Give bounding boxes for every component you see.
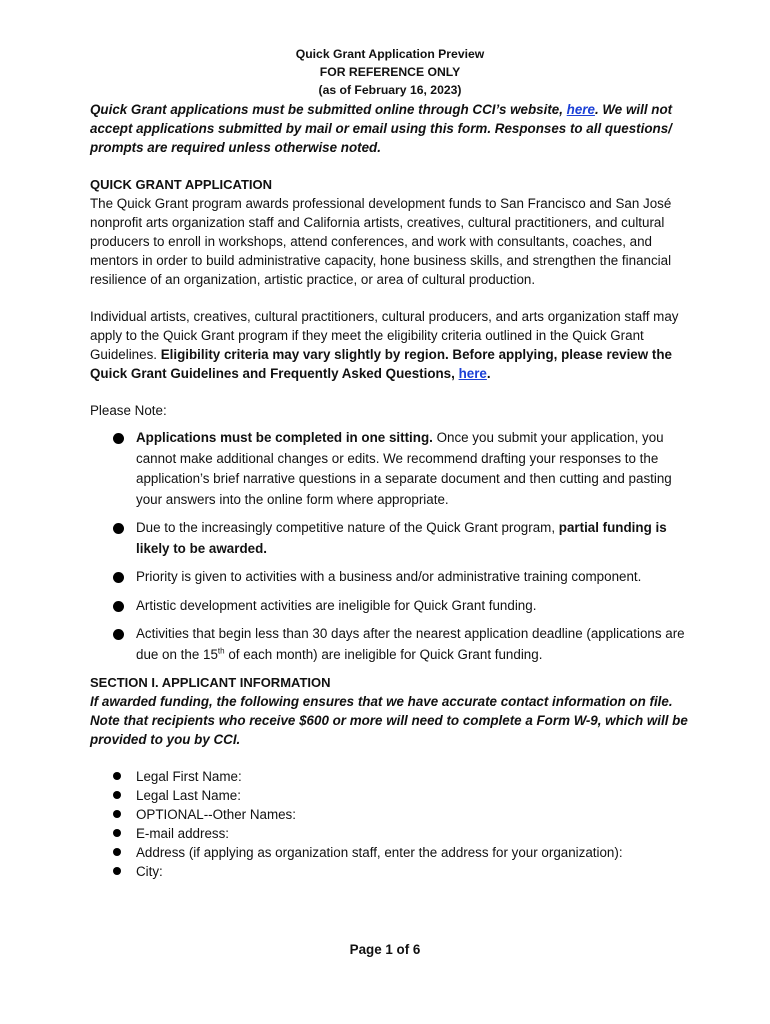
section-1-subtext: If awarded funding, the following ensures that we have accurate contact information on file. Note that recipients who receive $600 or more will need to complete a Form W-9, which will be provided to you by CCI. (90, 694, 688, 747)
bullet-icon (113, 810, 121, 818)
bullet-icon (113, 867, 121, 875)
intro-paragraph: Quick Grant applications must be submitted online through CCI’s website, here. We will not accept applications submitted by mail or email using this form. Responses to all questions/ prompts are required unless otherwise noted. (90, 102, 673, 155)
quick-grant-paragraph-2: Individual artists, creatives, cultural practitioners, cultural producers, and arts organization staff may apply to the Quick Grant program if they meet the eligibility criteria outlined in the Quick Grant Guidelines. Eligibility criteria may vary slightly by region. Before applying, please review the Quick Grant Guidelines and Frequently Asked Questions, here. (90, 309, 679, 381)
note-item: Artistic development activities are ineligible for Quick Grant funding. (90, 596, 690, 617)
page-number: Page 1 of 6 (349, 942, 421, 957)
bullet-icon (113, 829, 121, 837)
applicant-fields-list (90, 767, 690, 881)
field-item: City: (90, 862, 690, 881)
field-item: Legal Last Name: (90, 786, 690, 805)
field-item: E-mail address: (90, 824, 690, 843)
note-item: Activities that begin less than 30 days after the nearest application deadline (applications are due on the 15th of each month) are ineligible for Quick Grant funding. (90, 624, 690, 665)
note-item: Applications must be completed in one sitting. Once you submit your application, you cannot make additional changes or edits. We recommend drafting your responses to the application’s brief narrative questions in a separate document and then cutting and pasting your answers into the online form where appropriate. (90, 428, 690, 510)
quick-grant-heading: QUICK GRANT APPLICATION (90, 177, 272, 192)
bullet-icon (113, 523, 124, 534)
bullet-icon (113, 572, 124, 583)
section-1-heading: SECTION I. APPLICANT INFORMATION (90, 675, 331, 690)
please-note-label: Please Note: (90, 403, 167, 418)
field-item: OPTIONAL--Other Names: (90, 805, 690, 824)
bullet-icon (113, 772, 121, 780)
document-body (90, 45, 690, 881)
field-item: Address (if applying as organization staff, enter the address for your organization): (90, 843, 690, 862)
bullet-icon (113, 601, 124, 612)
notes-list (90, 428, 690, 665)
guidelines-here-link[interactable]: here (458, 366, 487, 381)
bullet-icon (113, 848, 121, 856)
document-title: Quick Grant Application Preview (295, 47, 485, 61)
note-item: Due to the increasingly competitive nature of the Quick Grant program, partial funding is likely to be awarded. (90, 518, 690, 559)
note-item: Priority is given to activities with a business and/or administrative training component. (90, 567, 690, 588)
document-date: (as of February 16, 2023) (318, 83, 462, 97)
bullet-icon (113, 433, 124, 444)
field-item: Legal First Name: (90, 767, 690, 786)
document-subtitle: FOR REFERENCE ONLY (319, 65, 461, 79)
intro-here-link[interactable]: here (566, 102, 595, 117)
bullet-icon (113, 791, 121, 799)
quick-grant-paragraph-1: The Quick Grant program awards professional development funds to San Francisco and San José nonprofit arts organization staff and California artists, creatives, cultural practitioners, and cultural producers to enroll in workshops, attend conferences, and work with consultants, coaches, and mentors in order to build administrative capacity, hone business skills, and strengthen the financial resilience of an organization, artistic practice, or area of cultural production. (90, 196, 672, 287)
bullet-icon (113, 629, 124, 640)
